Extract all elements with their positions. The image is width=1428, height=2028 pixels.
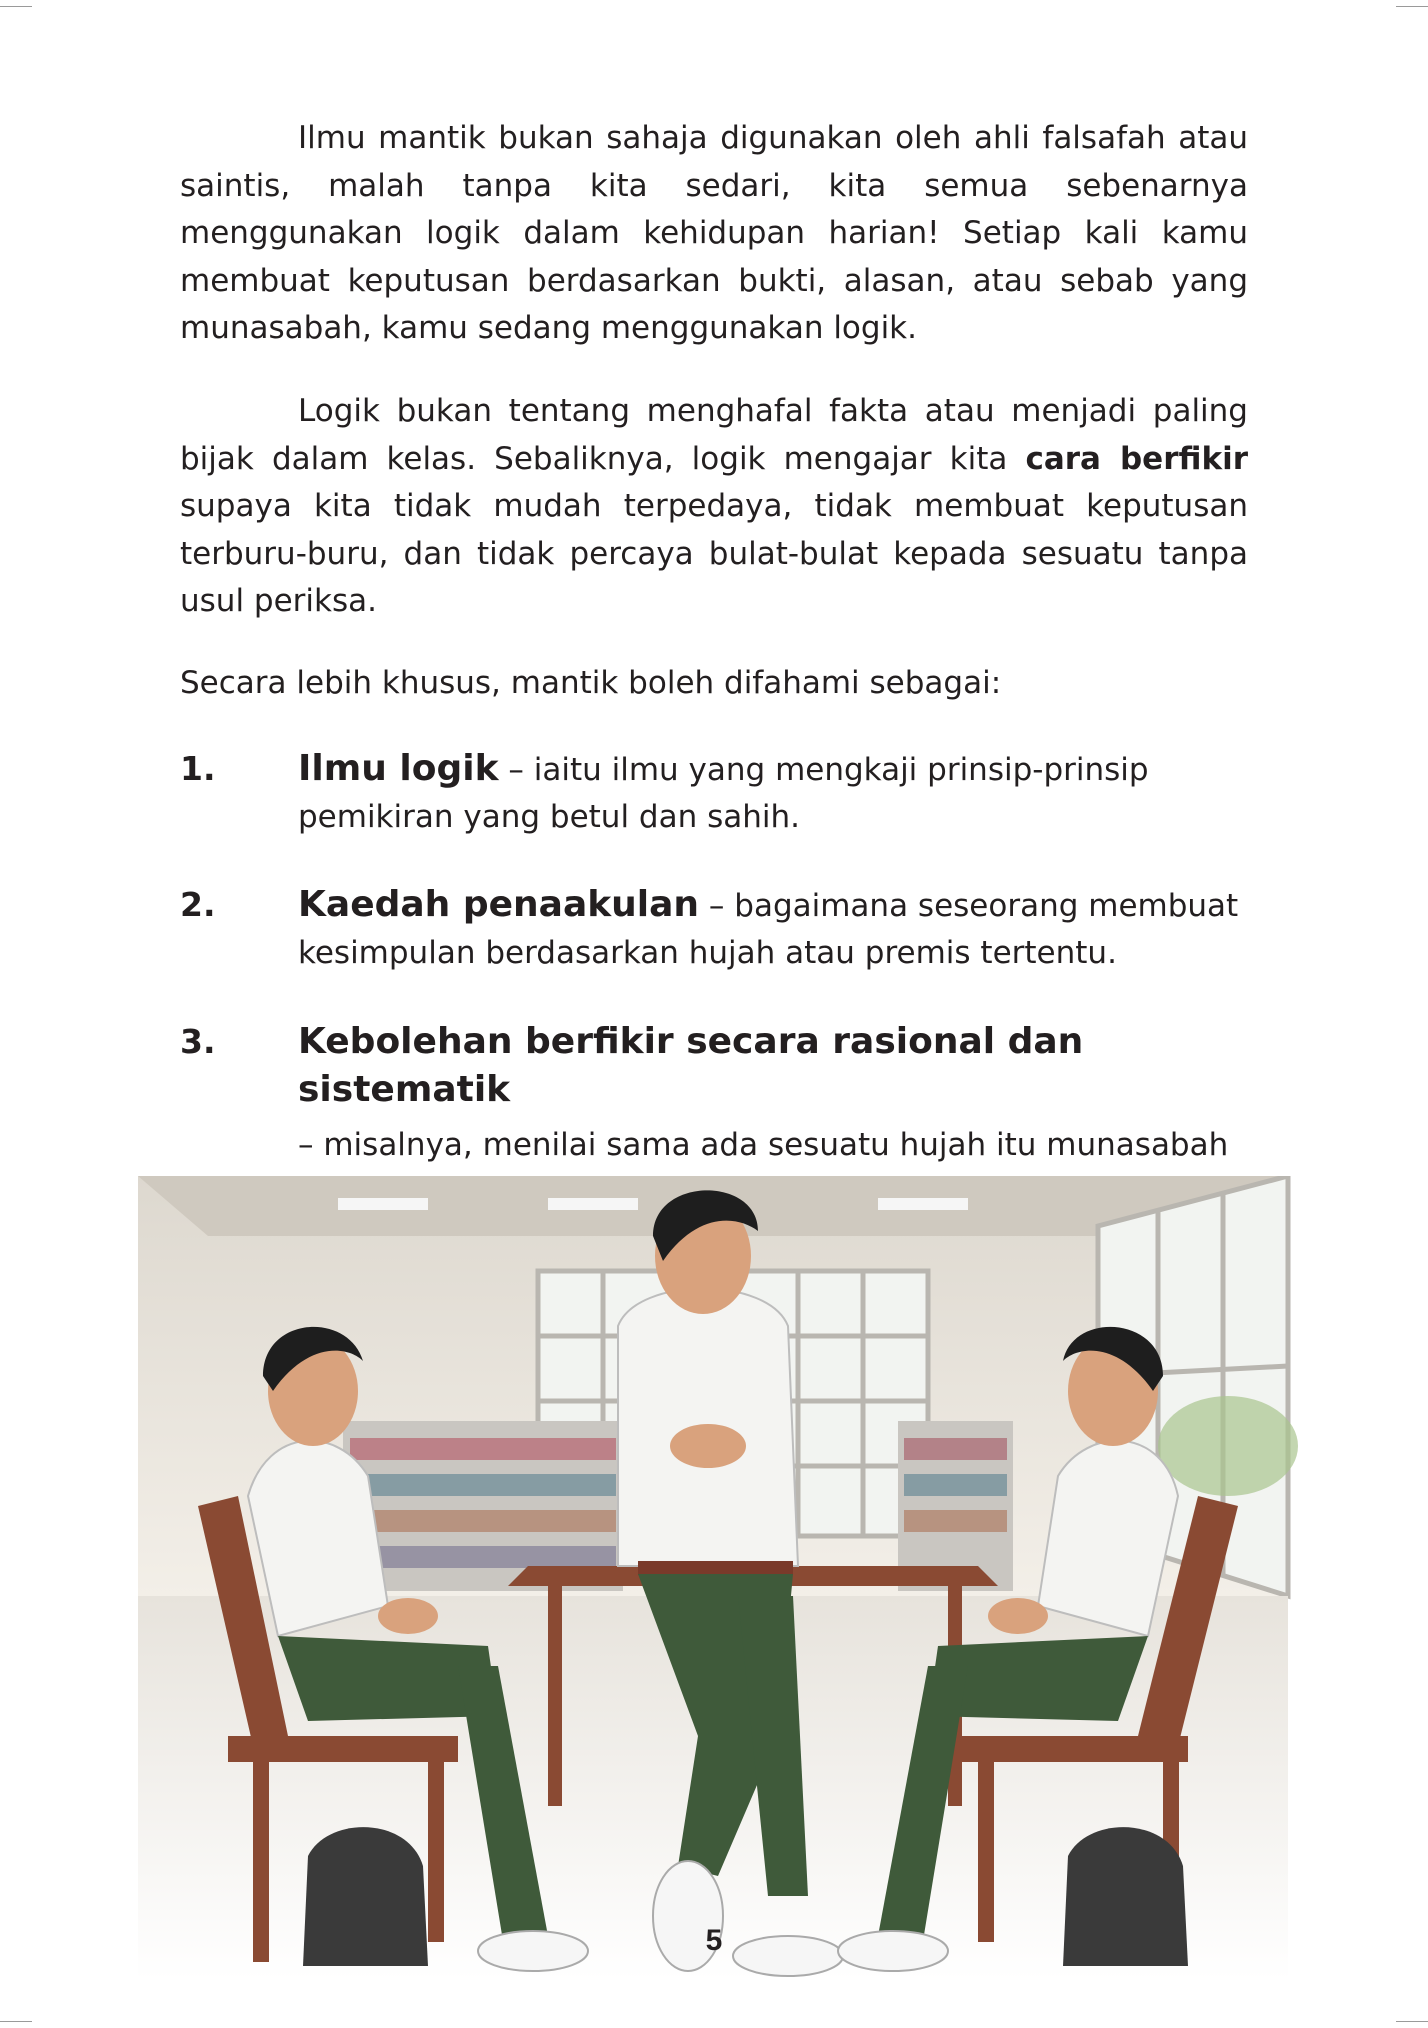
crop-mark-bottom-right [1396,2021,1428,2022]
list-desc-3: – misalnya, menilai sama ada sesuatu hujah itu munasabah [298,1127,1229,1163]
bookshelf-right [898,1421,1013,1591]
crop-mark-top-right [1396,6,1428,7]
library-illustration [78,1176,1346,1980]
ceiling-light-1 [338,1198,428,1210]
list-desc-2: – bagaimana seseorang membuat kesimpulan berdasarkan hujah atau premis tertentu. [298,888,1239,971]
list-term-3: Kebolehan berfikir secara rasional dan sistematik [298,1021,1084,1110]
crop-mark-bottom-left [0,2021,32,2022]
list-desc-1: – iaitu ilmu yang mengkaji prinsip-prinsip pemikiran yang betul dan sahih. [298,752,1149,835]
paragraph-1-text: Ilmu mantik bukan sahaja digunakan oleh ahli falsafah atau saintis, malah tanpa kita sedari, kita semua sebenarnya menggunakan logik dalam kehidupan harian! Setiap kali kamu membuat keputusan berdasarkan bukti, alasan, atau sebab yang munasabah, kamu sedang menggunakan logik. [180,120,1248,346]
intro-text: Secara lebih khusus, mantik boleh difahami sebagai: [180,665,1002,701]
list-term-1: Ilmu logik [298,748,499,789]
paragraph-2-part-a: Logik bukan tentang menghafal fakta atau menjadi paling bijak dalam kelas. Sebaliknya, logik mengajar kita [180,393,1248,477]
list-term-2: Kaedah penaakulan [298,884,700,925]
trees-outside [1158,1396,1298,1496]
paragraph-1 [180,115,1248,353]
list-number-3: 3. [180,1022,216,1061]
list-number-2: 2. [180,885,216,924]
paragraph-2-text [180,388,1248,626]
bookshelf-left [343,1421,623,1591]
list-body-1 [298,745,1250,841]
page-number: 5 [705,1924,723,1957]
crop-mark-top-left [0,6,32,7]
ceiling-light-2 [548,1198,638,1210]
ceiling-light-3 [878,1198,968,1210]
backpack-left [303,1827,428,1966]
paragraph-2 [180,388,1248,626]
list-body-2 [298,881,1250,977]
paragraph-2-bold: cara berfikir [1025,440,1248,477]
paragraph-2-part-b: supaya kita tidak mudah terpedaya, tidak membuat keputusan terburu-buru, dan tidak percaya bulat-bulat kepada sesuatu tanpa usul periksa. [180,488,1248,619]
list-number-1: 1. [180,749,216,788]
paragraph-intro [180,660,1248,708]
backpack-right [1063,1827,1188,1966]
